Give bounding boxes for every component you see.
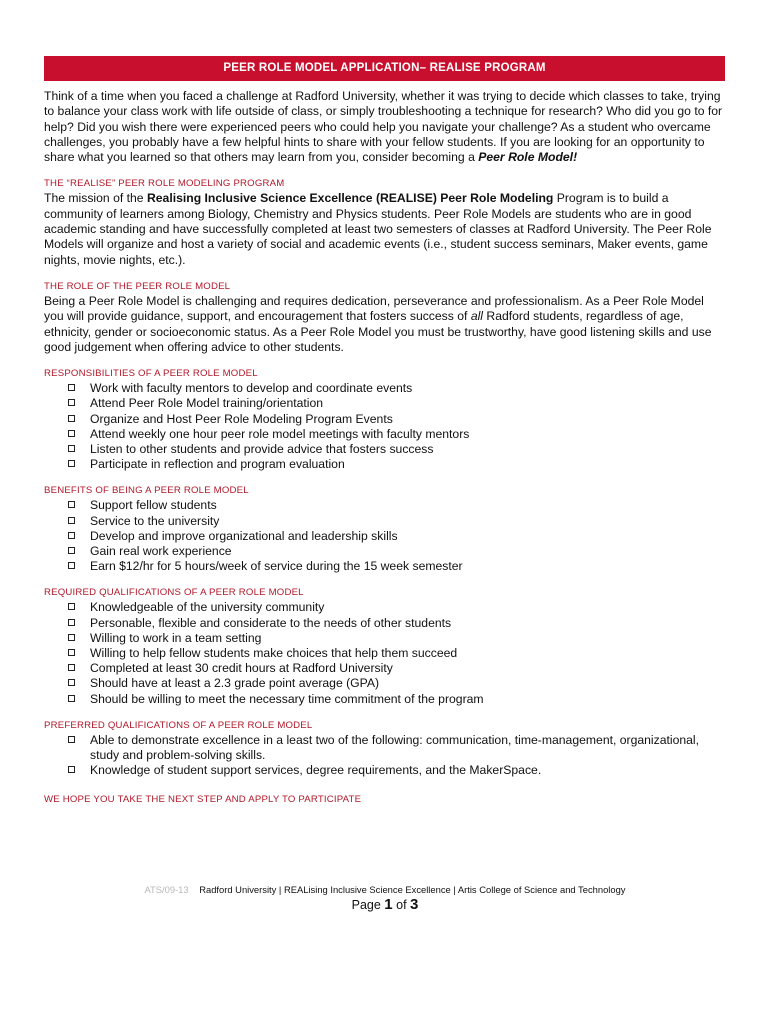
checkbox-bullet-icon — [68, 664, 75, 671]
list-item: Gain real work experience — [68, 544, 725, 559]
list-item: Participate in reflection and program evaluation — [68, 457, 725, 472]
list-item: Attend Peer Role Model training/orientation — [68, 396, 725, 411]
checkbox-bullet-icon — [68, 649, 75, 656]
list-item: Support fellow students — [68, 498, 725, 513]
checkbox-bullet-icon — [68, 634, 75, 641]
section-title-benefits: BENEFITS OF BEING A PEER ROLE MODEL — [44, 485, 249, 497]
role-paragraph: Being a Peer Role Model is challenging and requires dedication, perseverance and professionalism. As a Peer Role Model you will provide guidance, support, and encouragement that fosters success of all Radford students, regardless of age, ethnicity, gender or socioeconomic status. As a Peer Role Model you must be trustworthy, have good listening skills and use good judgement when offering advice to other students. — [44, 293, 712, 354]
checkbox-bullet-icon — [68, 547, 75, 554]
checkbox-bullet-icon — [68, 517, 75, 524]
benefits-list — [44, 498, 725, 574]
checkbox-bullet-icon — [68, 460, 75, 467]
intro-paragraph: Think of a time when you faced a challenge at Radford University, whether it was trying to decide which classes to take, trying to balance your class work with life outside of class, or simply troubleshooting a technique for research? Who did you go to for help? Did you wish there were experienced peers who could help you navigate your challenge? As a student who overcame challenges, you probably have a few helpful hints to share with your fellow students. If you are looking for an opportunity to share what you learned so that others may learn from you, consider becoming a Peer Role Model! — [44, 89, 723, 165]
list-item: Service to the university — [68, 514, 725, 529]
checkbox-bullet-icon — [68, 532, 75, 539]
responsibilities-list — [44, 381, 725, 472]
list-item: Personable, flexible and considerate to the needs of other students — [68, 616, 725, 631]
list-item: Should have at least a 2.3 grade point average (GPA) — [68, 676, 725, 691]
list-item: Attend weekly one hour peer role model meetings with faculty mentors — [68, 427, 725, 442]
program-paragraph: The mission of the Realising Inclusive Science Excellence (REALISE) Peer Role Modeling Program is to build a community of learners among Biology, Chemistry and Physics students. Peer Role Models are students who are in good academic standing and have successfully completed at least two semesters of classes at Radford University. The Peer Role Models will organize and host a variety of social and academic events (i.e., student success seminars, Maker events, game nights, movie nights, etc.). — [44, 191, 712, 267]
checkbox-bullet-icon — [68, 430, 75, 437]
checkbox-bullet-icon — [68, 445, 75, 452]
checkbox-bullet-icon — [68, 695, 75, 702]
checkbox-bullet-icon — [68, 384, 75, 391]
list-item: Willing to help fellow students make choices that help them succeed — [68, 646, 725, 661]
required-list — [44, 600, 725, 706]
checkbox-bullet-icon — [68, 399, 75, 406]
document-page — [44, 56, 725, 807]
list-item: Listen to other students and provide advice that fosters success — [68, 442, 725, 457]
checkbox-bullet-icon — [68, 415, 75, 422]
document-code: ATS/09-13 — [144, 884, 189, 895]
list-item: Knowledge of student support services, degree requirements, and the MakerSpace. — [68, 763, 725, 778]
preferred-list — [44, 733, 725, 779]
footer-text: Radford University | REALising Inclusive Science Excellence | Artis College of Science and Technology — [199, 884, 626, 895]
page-number: Page 1 of 3 — [351, 896, 419, 913]
checkbox-bullet-icon — [68, 603, 75, 610]
list-item: Knowledgeable of the university community — [68, 600, 725, 615]
checkbox-bullet-icon — [68, 562, 75, 569]
list-item: Organize and Host Peer Role Modeling Program Events — [68, 412, 725, 427]
list-item: Develop and improve organizational and leadership skills — [68, 529, 725, 544]
checkbox-bullet-icon — [68, 736, 75, 743]
section-title-required: REQUIRED QUALIFICATIONS OF A PEER ROLE MODEL — [44, 587, 304, 599]
list-item: Work with faculty mentors to develop and coordinate events — [68, 381, 725, 396]
list-item: Willing to work in a team setting — [68, 631, 725, 646]
closing-call-to-action: WE HOPE YOU TAKE THE NEXT STEP AND APPLY TO PARTICIPATE — [44, 794, 362, 806]
list-item: Completed at least 30 credit hours at Radford University — [68, 661, 725, 676]
page-title-banner: PEER ROLE MODEL APPLICATION– REALISE PROGRAM — [44, 56, 725, 81]
list-item: Should be willing to meet the necessary time commitment of the program — [68, 692, 725, 707]
checkbox-bullet-icon — [68, 679, 75, 686]
list-item: Able to demonstrate excellence in a least two of the following: communication, time-management, organizational, study and problem-solving skills. — [68, 733, 725, 763]
section-title-responsibilities: RESPONSIBILITIES OF A PEER ROLE MODEL — [44, 368, 258, 380]
page-footer — [0, 884, 770, 895]
checkbox-bullet-icon — [68, 501, 75, 508]
section-title-preferred: PREFERRED QUALIFICATIONS OF A PEER ROLE MODEL — [44, 719, 313, 731]
checkbox-bullet-icon — [68, 619, 75, 626]
checkbox-bullet-icon — [68, 766, 75, 773]
section-title-role: THE ROLE OF THE PEER ROLE MODEL — [44, 280, 231, 292]
section-title-program: THE “REALISE” PEER ROLE MODELING PROGRAM — [44, 178, 285, 190]
list-item: Earn $12/hr for 5 hours/week of service during the 15 week semester — [68, 559, 725, 574]
intro-emphasis: Peer Role Model! — [478, 150, 578, 165]
